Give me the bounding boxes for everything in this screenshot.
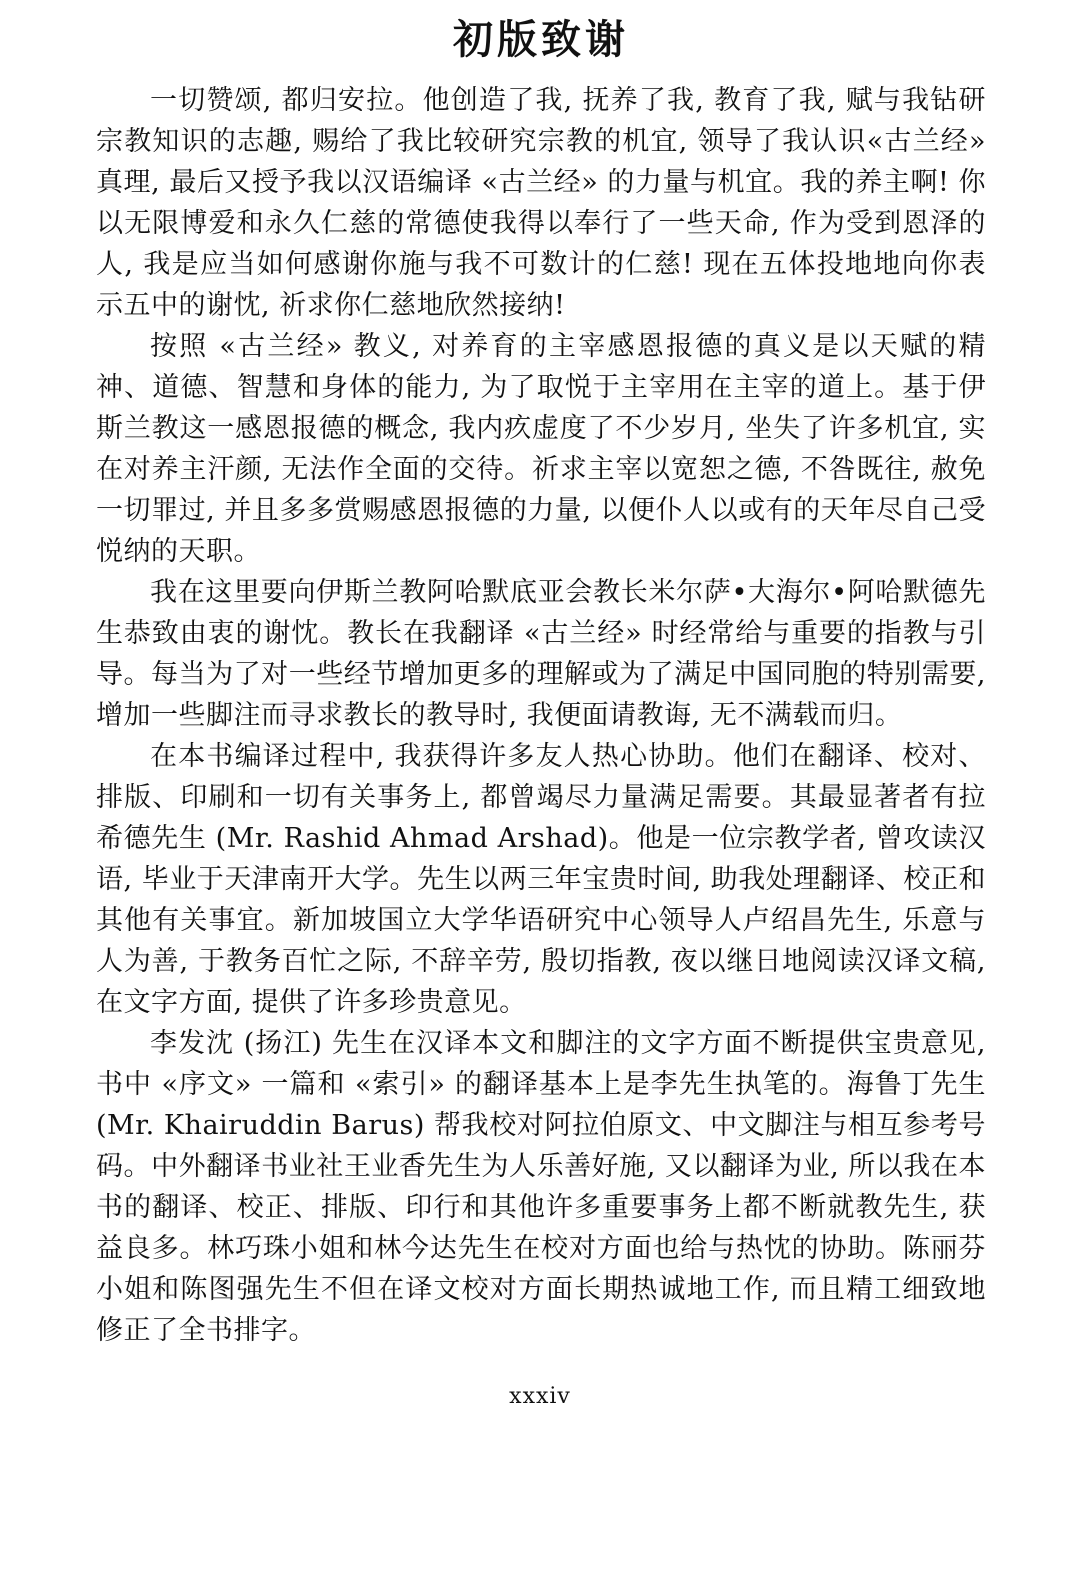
document-page [96,0,986,1351]
paragraph-3: 我在这里要向伊斯兰教阿哈默底亚会教长米尔萨•大海尔•阿哈默德先生恭致由衷的谢忱。教长在我翻译 «古兰经» 时经常给与重要的指教与引导。每当为了对一些经节增加更多的理解或为了满足中国同胞的特别需要, 增加一些脚注而寻求教长的教导时, 我便面请教诲, 无不满载而归。 [96,577,986,731]
body-text [96,80,986,1351]
page-title: 初版致谢 [453,16,629,63]
paragraph-1: 一切赞颂, 都归安拉。他创造了我, 抚养了我, 教育了我, 赋与我钻研宗教知识的志趣, 赐给了我比较研究宗教的机宜, 领导了我认识«古兰经» 真理, 最后又授予我以汉语编译 «古兰经» 的力量与机宜。我的养主啊! 你以无限博爱和永久仁慈的常德使我得以奉行了一些天命, 作为受到恩泽的人, 我是应当如何感谢你施与我不可数计的仁慈! 现在五体投地地向你表示五中的谢忱, 祈求你仁慈地欣然接纳! [96,85,986,321]
paragraph-2: 按照 «古兰经» 教义, 对养育的主宰感恩报德的真义是以天赋的精神、道德、智慧和身体的能力, 为了取悦于主宰用在主宰的道上。基于伊斯兰教这一感恩报德的概念, 我内疚虚度了不少岁月, 坐失了许多机宜, 实在对养主汗颜, 无法作全面的交待。祈求主宰以宽恕之德, 不咎既往, 赦免一切罪过, 并且多多赏赐感恩报德的力量, 以便仆人以或有的天年尽自己受悦纳的天职。 [96,331,986,567]
paragraph-5: 李发沈 (扬江) 先生在汉译本文和脚注的文字方面不断提供宝贵意见, 书中 «序文» 一篇和 «索引» 的翻译基本上是李先生执笔的。海鲁丁先生 (Mr. Khairuddin Barus) 帮我校对阿拉伯原文、中文脚注与相互参考号码。中外翻译书业社王业香先生为人乐善好施, 又以翻译为业, 所以我在本书的翻译、校正、排版、印行和其他许多重要事务上都不断就教先生, 获益良多。林巧珠小姐和林今达先生在校对方面也给与热忱的协助。陈丽芬小姐和陈图强先生不但在译文校对方面长期热诚地工作, 而且精工细致地修正了全书排字。 [96,1028,986,1346]
paragraph-4: 在本书编译过程中, 我获得许多友人热心协助。他们在翻译、校对、排版、印刷和一切有关事务上, 都曾竭尽力量满足需要。其最显著者有拉希德先生 (Mr. Rashid Ahmad Arshad)。他是一位宗教学者, 曾攻读汉语, 毕业于天津南开大学。先生以两三年宝贵时间, 助我处理翻译、校正和其他有关事宜。新加坡国立大学华语研究中心领导人卢绍昌先生, 乐意与人为善, 于教务百忙之际, 不辞辛劳, 殷切指教, 夜以继日地阅读汉译文稿, 在文字方面, 提供了许多珍贵意见。 [96,741,986,1018]
page-number: xxxiv [509,1384,571,1409]
